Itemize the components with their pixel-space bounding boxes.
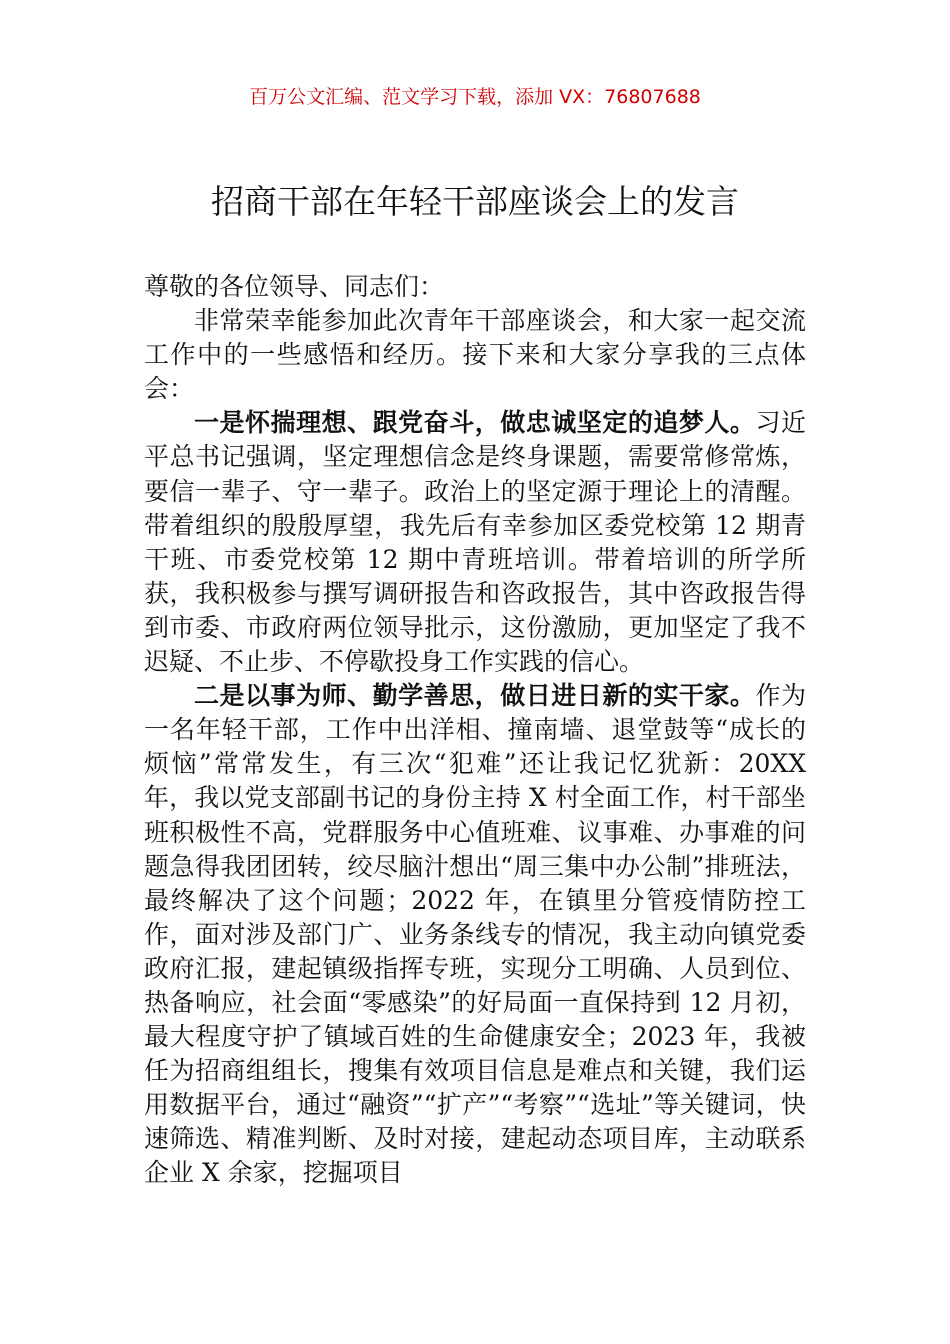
paragraph-point-two (144, 679, 806, 1190)
paragraph-intro (144, 304, 806, 406)
paragraph-text: 习近平总书记强调，坚定理想信念是终身课题，需要常修常炼，要信一辈子、守一辈子。政治上的坚定源于理论上的清醒。带着组织的殷殷厚望，我先后有幸参加区委党校第 12 期青干班、市委党校第 12 期中青班培训。带着培训的所学所获，我积极参与撰写调研报告和咨政报告，其中咨政报告得到市委、市政府两位领导批示，这份激励，更加坚定了我不迟疑、不止步、不停歇投身工作实践的信心。 (144, 408, 806, 677)
salutation: 尊敬的各位领导、同志们： (144, 272, 445, 301)
paragraph-text: 非常荣幸能参加此次青年干部座谈会，和大家一起交流工作中的一些感悟和经历。接下来和大家分享我的三点体会： (144, 306, 806, 404)
header-note: 百万公文汇编、范文学习下载，添加 VX：76807688 (249, 86, 701, 108)
paragraph-point-one (144, 406, 806, 679)
paragraph-text: 作为一名年轻干部，工作中出洋相、撞南墙、退堂鼓等“成长的烦恼”常常发生，有三次“犯难”还让我记忆犹新：20XX 年，我以党支部副书记的身份主持 X 村全面工作，村干部坐班积极性不高，党群服务中心值班难、议事难、办事难的问题急得我团团转，绞尽脑汁想出“周三集中办公制”排班法，最终解决了这个问题；2022 年，在镇里分管疫情防控工作，面对涉及部门广、业务条线专的情况，我主动向镇党委政府汇报，建起镇级指挥专班，实现分工明确、人员到位、热备响应，社会面“零感染”的好局面一直保持到 12 月初，最大程度守护了镇域百姓的生命健康安全；2023 年，我被任为招商组组长，搜集有效项目信息是难点和关键，我们运用数据平台，通过“融资”“扩产”“考察”“选址”等关键词，快速筛选、精准判断、及时对接，建起动态项目库，主动联系企业 X 余家，挖掘项目 (144, 681, 806, 1188)
document-body (144, 270, 806, 1191)
paragraph-lead: 一是怀揣理想、跟党奋斗，做忠诚坚定的追梦人。 (194, 408, 756, 438)
paragraph-lead: 二是以事为师、勤学善思，做日进日新的实干家。 (194, 681, 756, 711)
document-title: 招商干部在年轻干部座谈会上的发言 (211, 182, 739, 221)
